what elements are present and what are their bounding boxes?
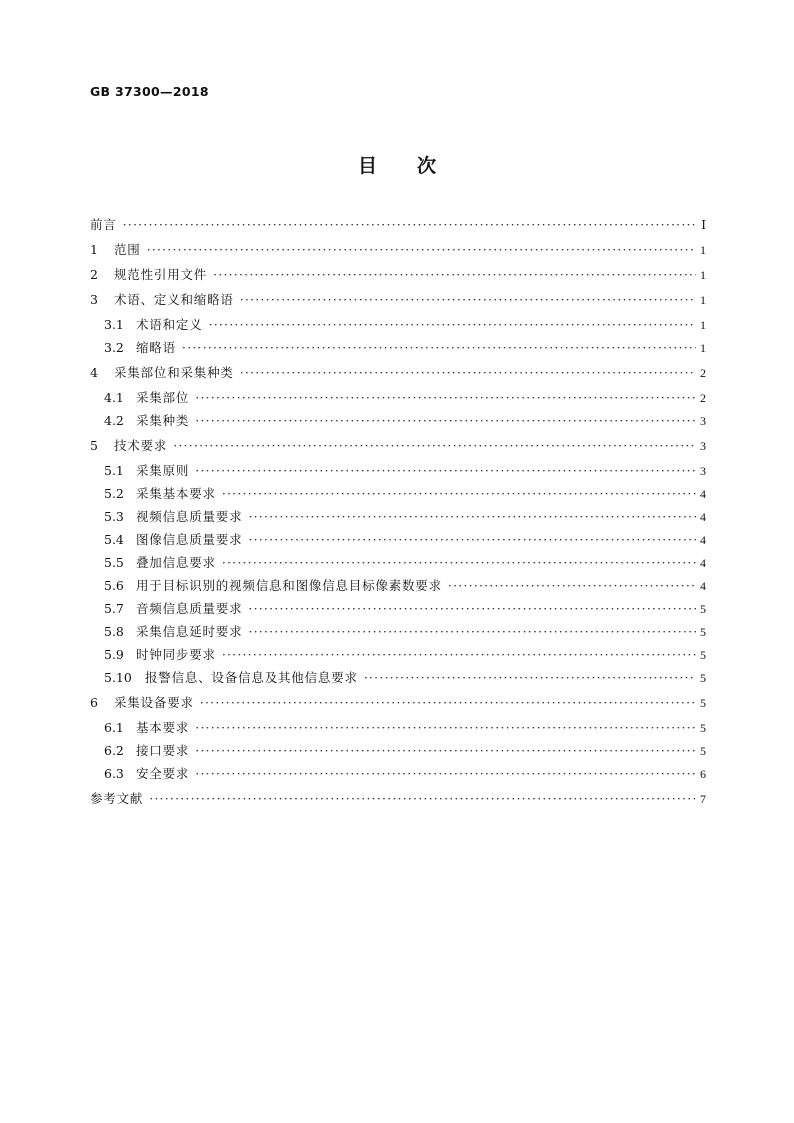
toc-entry-label: 叠加信息要求 xyxy=(136,555,216,570)
toc-entry-label: 接口要求 xyxy=(136,743,190,758)
toc-entry-label: 时钟同步要求 xyxy=(136,647,216,662)
toc-entry-1[interactable] xyxy=(90,240,706,258)
toc-entry-number: 5.7 xyxy=(104,601,124,616)
toc-entry-label: 范围 xyxy=(114,242,141,257)
toc-entry-page: 1 xyxy=(700,268,706,282)
toc-entry-6-2[interactable] xyxy=(90,741,706,759)
toc-entry-label: 技术要求 xyxy=(114,438,168,453)
toc-entry-page: 3 xyxy=(700,414,706,428)
toc-leader-dots xyxy=(189,766,696,781)
title-char-2: 次 xyxy=(417,155,437,177)
toc-entry-label: 采集设备要求 xyxy=(114,695,194,710)
toc-entry-number: 2 xyxy=(90,267,98,282)
toc-entry-label: 音频信息质量要求 xyxy=(136,601,243,616)
toc-entry-page: 5 xyxy=(700,625,706,639)
toc-entry-number: 5.8 xyxy=(104,624,124,639)
toc-entry-number: 5.5 xyxy=(104,555,124,570)
toc-leader-dots xyxy=(167,438,696,453)
toc-entry-page: 2 xyxy=(700,366,706,380)
toc-entry-label: 采集信息延时要求 xyxy=(136,624,243,639)
toc-entry-number: 4.1 xyxy=(104,390,124,405)
toc-entry-5-2[interactable] xyxy=(90,484,706,502)
toc-entry-5-8[interactable] xyxy=(90,622,706,640)
toc-entry-page: Ⅰ xyxy=(701,218,706,232)
toc-entry-label: 视频信息质量要求 xyxy=(136,509,243,524)
toc-entry-6-1[interactable] xyxy=(90,718,706,736)
toc-entry-page: 5 xyxy=(700,648,706,662)
toc-entry-page: 1 xyxy=(700,318,706,332)
toc-entry-number: 3.2 xyxy=(104,340,124,355)
toc-entry-label: 术语和定义 xyxy=(136,317,203,332)
toc-entry-5-4[interactable] xyxy=(90,530,706,548)
table-of-contents xyxy=(90,215,706,807)
toc-entry-number: 5.10 xyxy=(104,670,132,685)
toc-leader-dots xyxy=(189,743,696,758)
toc-leader-dots xyxy=(117,217,696,232)
toc-entry-3-1[interactable] xyxy=(90,315,706,333)
document-code: GB 37300—2018 xyxy=(90,84,209,99)
title-char-1: 目 xyxy=(357,155,377,177)
toc-entry-4-1[interactable] xyxy=(90,388,706,406)
toc-leader-dots xyxy=(242,601,696,616)
toc-entry-page: 4 xyxy=(700,487,706,501)
toc-entry-2[interactable] xyxy=(90,265,706,283)
toc-entry-5-1[interactable] xyxy=(90,461,706,479)
toc-leader-dots xyxy=(189,463,696,478)
toc-leader-dots xyxy=(234,365,696,380)
toc-entry-number: 5.2 xyxy=(104,486,124,501)
page-title xyxy=(0,151,794,178)
toc-entry-number: 5 xyxy=(90,438,98,453)
toc-entry-4[interactable] xyxy=(90,363,706,381)
toc-entry-page: 7 xyxy=(700,792,706,806)
toc-entry-label: 图像信息质量要求 xyxy=(136,532,243,547)
toc-leader-dots xyxy=(442,578,696,593)
toc-entry-number: 6 xyxy=(90,695,98,710)
toc-entry-number: 5.9 xyxy=(104,647,124,662)
toc-leader-dots xyxy=(176,340,696,355)
toc-leader-dots xyxy=(216,486,696,501)
toc-entry-3[interactable] xyxy=(90,290,706,308)
toc-entry-label: 采集原则 xyxy=(136,463,190,478)
toc-entry-label: 参考文献 xyxy=(90,791,144,806)
toc-entry-number: 5.3 xyxy=(104,509,124,524)
toc-leader-dots xyxy=(189,720,696,735)
toc-entry-5[interactable] xyxy=(90,436,706,454)
toc-entry-number: 3 xyxy=(90,292,98,307)
toc-entry-label: 采集基本要求 xyxy=(136,486,216,501)
toc-entry-label: 安全要求 xyxy=(136,766,190,781)
toc-leader-dots xyxy=(207,267,696,282)
toc-leader-dots xyxy=(143,791,696,806)
toc-entry-3-2[interactable] xyxy=(90,338,706,356)
toc-entry-label: 缩略语 xyxy=(136,340,176,355)
toc-entry-5-7[interactable] xyxy=(90,599,706,617)
toc-entry-number: 1 xyxy=(90,242,98,257)
toc-entry-page: 1 xyxy=(700,341,706,355)
toc-entry-page: 6 xyxy=(700,767,706,781)
toc-entry-label: 用于目标识别的视频信息和图像信息目标像素数要求 xyxy=(136,578,442,593)
toc-leader-dots xyxy=(141,242,696,257)
toc-entry-4-2[interactable] xyxy=(90,411,706,429)
toc-entry-page: 4 xyxy=(700,579,706,593)
toc-entry-label: 规范性引用文件 xyxy=(114,267,208,282)
toc-entry-number: 6.2 xyxy=(104,743,124,758)
toc-entry-page: 5 xyxy=(700,744,706,758)
toc-entry-number: 3.1 xyxy=(104,317,124,332)
toc-entry-page: 5 xyxy=(700,696,706,710)
toc-entry-page: 2 xyxy=(700,391,706,405)
toc-entry-page: 1 xyxy=(700,243,706,257)
toc-leader-dots xyxy=(216,555,696,570)
toc-entry-5-3[interactable] xyxy=(90,507,706,525)
toc-entry-page: 5 xyxy=(700,721,706,735)
toc-entry-5-10[interactable] xyxy=(90,668,706,686)
toc-entry-page: 4 xyxy=(700,510,706,524)
toc-entry-5-5[interactable] xyxy=(90,553,706,571)
toc-entry-5-6[interactable] xyxy=(90,576,706,594)
toc-entry-number: 5.6 xyxy=(104,578,124,593)
toc-entry-page: 3 xyxy=(700,464,706,478)
toc-entry-label: 基本要求 xyxy=(136,720,190,735)
toc-entry-label: 采集种类 xyxy=(136,413,190,428)
toc-entry-page: 5 xyxy=(700,602,706,616)
toc-entry-number: 4.2 xyxy=(104,413,124,428)
toc-entry-number: 5.4 xyxy=(104,532,124,547)
toc-leader-dots xyxy=(189,390,696,405)
toc-entry-page: 5 xyxy=(700,671,706,685)
toc-entry-references[interactable] xyxy=(90,789,706,807)
toc-entry-foreword[interactable] xyxy=(90,215,706,233)
toc-entry-number: 4 xyxy=(90,365,98,380)
toc-entry-label: 采集部位和采集种类 xyxy=(114,365,234,380)
toc-entry-6[interactable] xyxy=(90,693,706,711)
toc-entry-label: 报警信息、设备信息及其他信息要求 xyxy=(145,670,358,685)
toc-entry-page: 3 xyxy=(700,439,706,453)
toc-leader-dots xyxy=(194,695,696,710)
toc-entry-5-9[interactable] xyxy=(90,645,706,663)
toc-leader-dots xyxy=(242,532,696,547)
toc-entry-number: 5.1 xyxy=(104,463,124,478)
toc-entry-page: 4 xyxy=(700,556,706,570)
toc-leader-dots xyxy=(358,670,696,685)
toc-leader-dots xyxy=(242,624,696,639)
toc-leader-dots xyxy=(242,509,696,524)
toc-leader-dots xyxy=(203,317,696,332)
toc-entry-number: 6.3 xyxy=(104,766,124,781)
toc-entry-page: 1 xyxy=(700,293,706,307)
toc-entry-6-3[interactable] xyxy=(90,764,706,782)
toc-leader-dots xyxy=(234,292,696,307)
toc-leader-dots xyxy=(216,647,696,662)
toc-entry-label: 采集部位 xyxy=(136,390,190,405)
toc-entry-label: 前言 xyxy=(90,217,117,232)
toc-entry-label: 术语、定义和缩略语 xyxy=(114,292,234,307)
toc-entry-page: 4 xyxy=(700,533,706,547)
toc-entry-number: 6.1 xyxy=(104,720,124,735)
toc-leader-dots xyxy=(189,413,696,428)
